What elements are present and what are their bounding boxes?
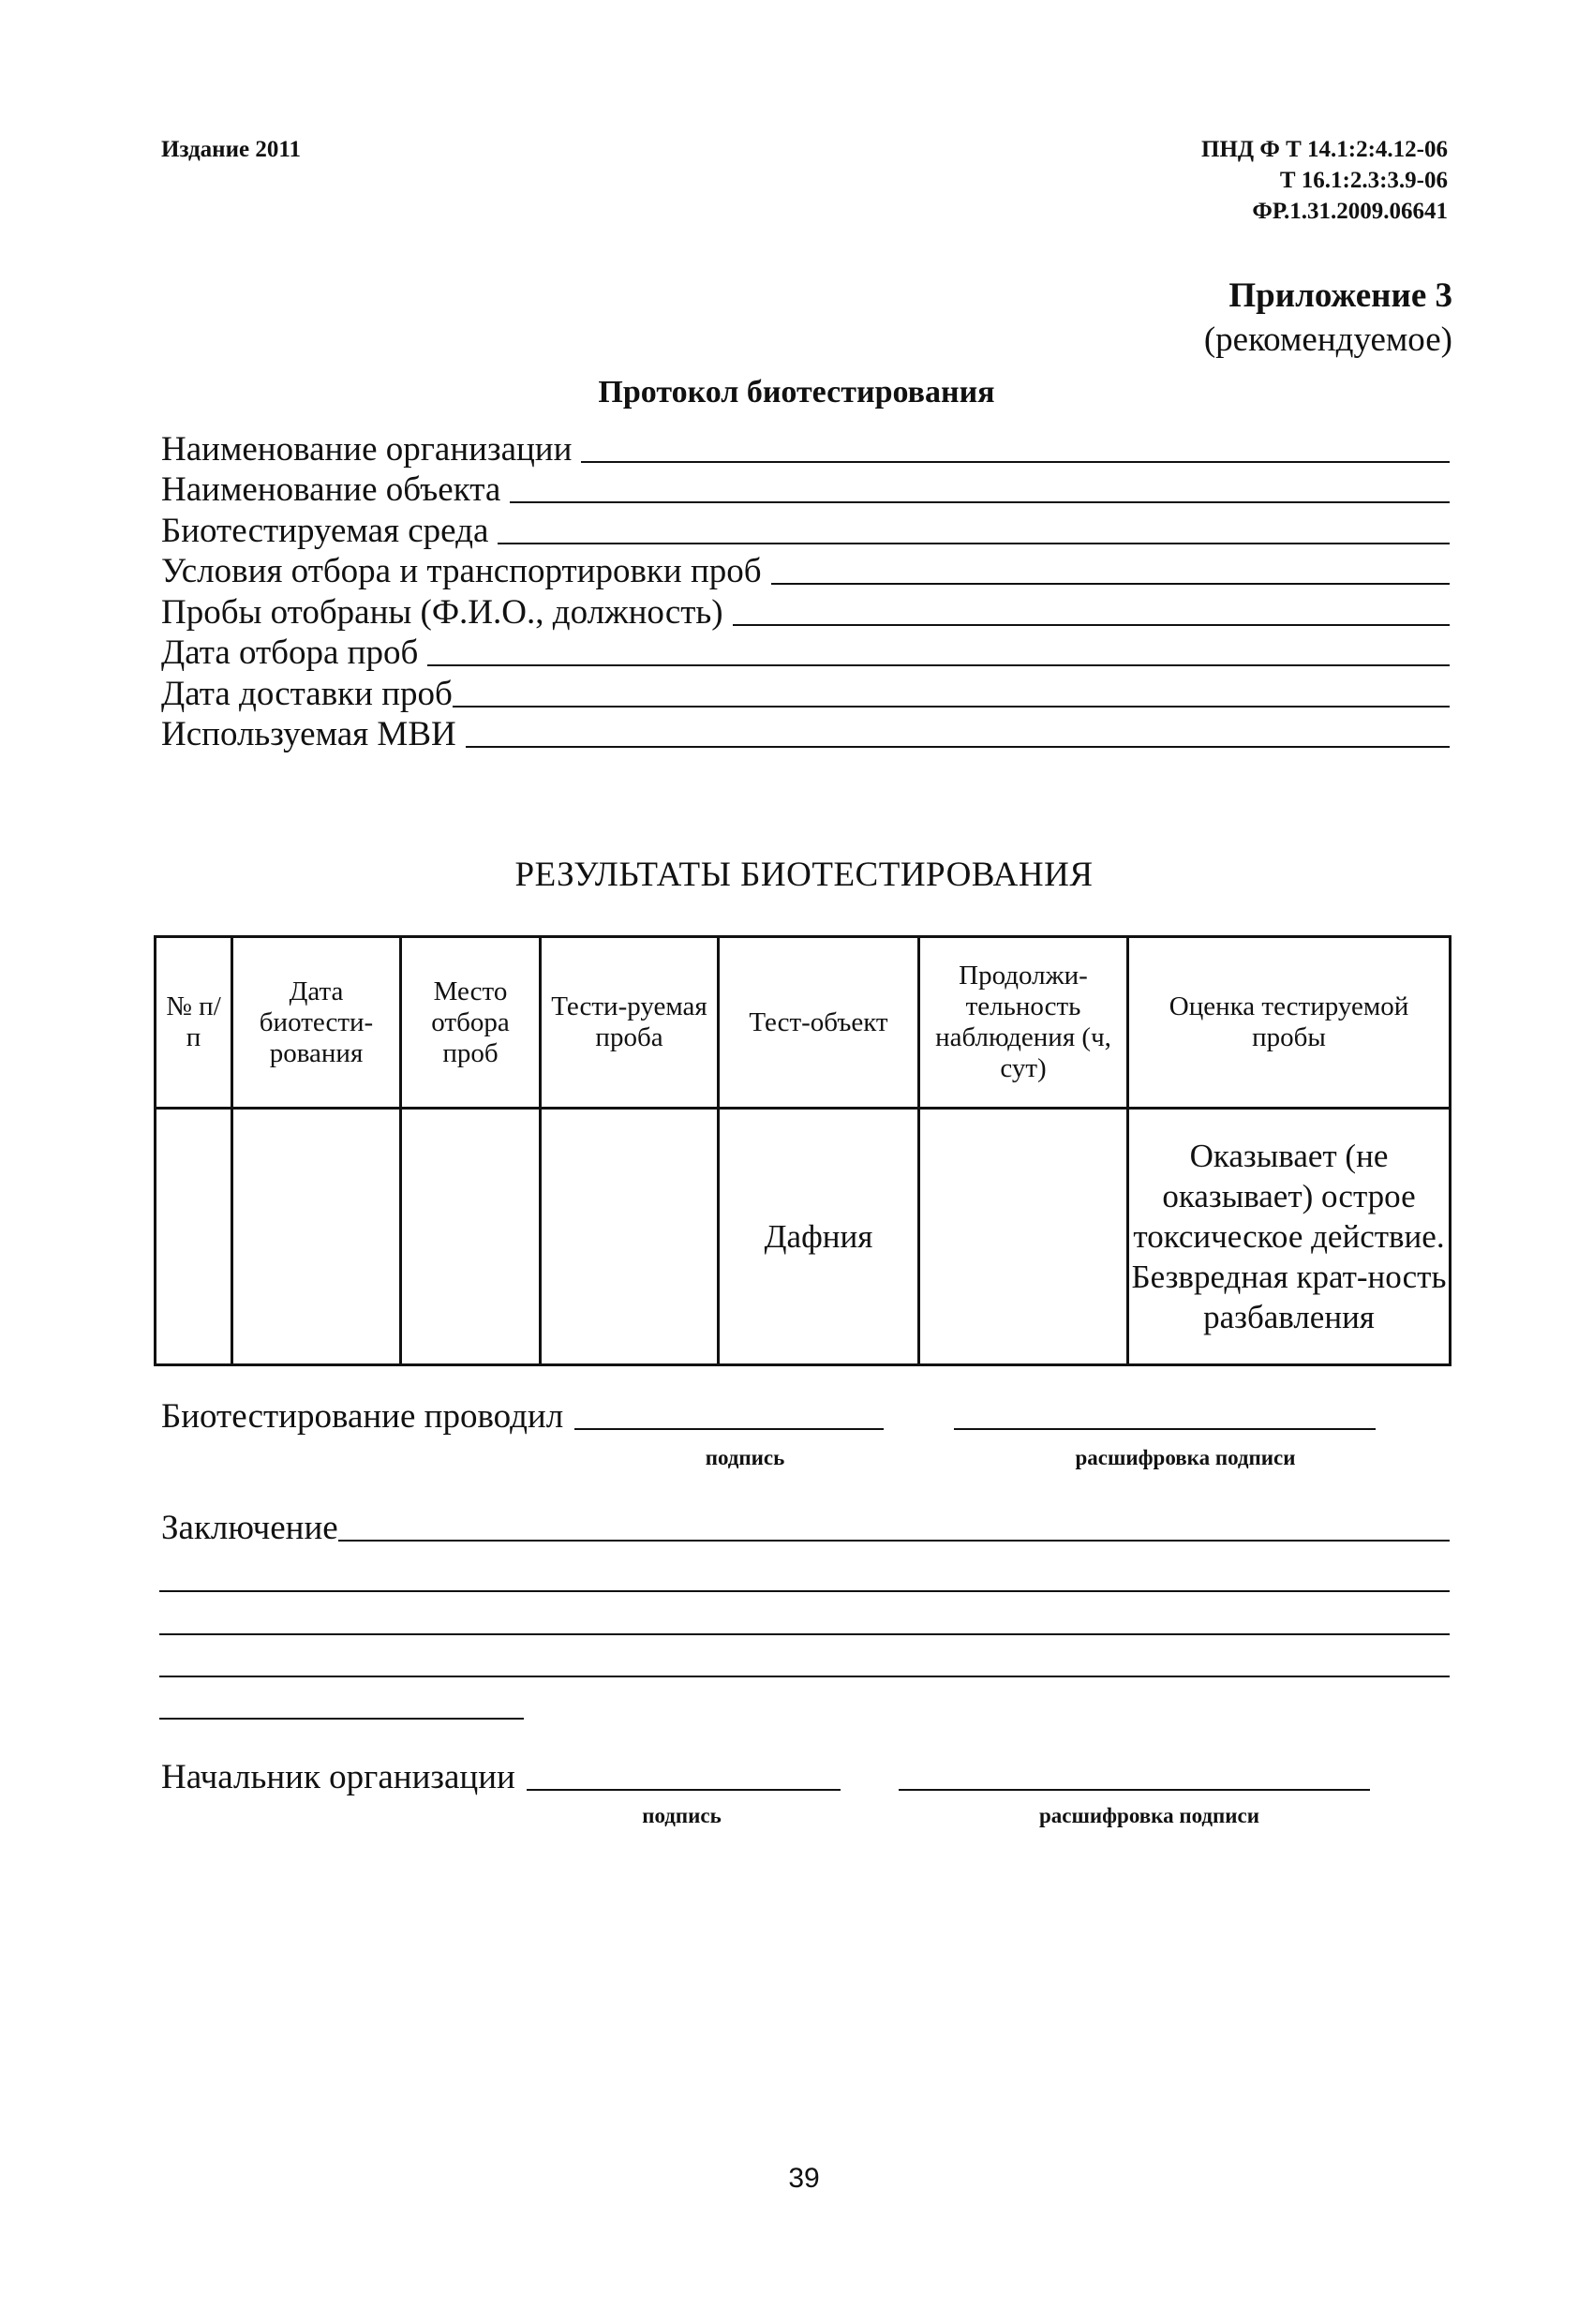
- field-blank-line[interactable]: [466, 718, 1450, 748]
- head-signature-label: Начальник организации: [161, 1758, 515, 1796]
- conclusion-line[interactable]: [159, 1676, 1450, 1677]
- biotest-signature-row: [161, 1396, 1376, 1437]
- field-sampling-date: [161, 633, 1450, 674]
- column-header: Место отбора проб: [401, 937, 541, 1109]
- field-blank-line[interactable]: [771, 555, 1450, 585]
- document-code: Т 16.1:2.3:3.9-06: [1279, 168, 1448, 193]
- field-sampling-conditions: [161, 551, 1450, 592]
- test-object-cell: Дафния: [719, 1109, 919, 1365]
- column-header: Тести-руемая проба: [541, 937, 719, 1109]
- protocol-fields: [161, 428, 1450, 754]
- table-row: [156, 1109, 1451, 1365]
- field-sampled-by: [161, 591, 1450, 633]
- column-header: Продолжи-тельность наблюдения (ч, сут): [919, 937, 1128, 1109]
- field-blank-line[interactable]: [510, 473, 1450, 503]
- field-blank-line[interactable]: [581, 433, 1450, 463]
- field-blank-line[interactable]: [733, 596, 1450, 626]
- column-header: Оценка тестируемой пробы: [1128, 937, 1451, 1109]
- field-label: Наименование объекта: [161, 470, 501, 509]
- conclusion-line[interactable]: [159, 1590, 1450, 1592]
- field-label: Используемая МВИ: [161, 715, 456, 753]
- page-number: 39: [788, 2163, 820, 2194]
- field-organization: [161, 428, 1450, 469]
- table-header-row: [156, 937, 1451, 1109]
- table-cell[interactable]: [156, 1109, 232, 1365]
- field-label: Наименование организации: [161, 429, 573, 469]
- table-cell[interactable]: [401, 1109, 541, 1365]
- table-cell[interactable]: [919, 1109, 1128, 1365]
- column-header: № п/п: [156, 937, 232, 1109]
- field-label: Дата доставки проб: [161, 674, 453, 713]
- name-line[interactable]: [899, 1761, 1370, 1791]
- field-label: Биотестируемая среда: [161, 511, 489, 550]
- appendix-block: [1031, 274, 1452, 362]
- field-medium: [161, 510, 1450, 551]
- field-method: [161, 714, 1450, 755]
- table-cell[interactable]: [541, 1109, 719, 1365]
- results-title: РЕЗУЛЬТАТЫ БИОТЕСТИРОВАНИЯ: [514, 856, 1094, 894]
- results-table: [154, 935, 1452, 1366]
- field-delivery-date: [161, 673, 1450, 714]
- signature-line[interactable]: [527, 1761, 841, 1791]
- biotest-signature-label: Биотестирование проводил: [161, 1397, 564, 1436]
- field-blank-line[interactable]: [453, 678, 1450, 708]
- conclusion-row: [161, 1508, 1450, 1548]
- head-signature-row: [161, 1757, 1370, 1797]
- conclusion-line[interactable]: [159, 1633, 1450, 1635]
- field-blank-line[interactable]: [427, 636, 1450, 666]
- field-label: Пробы отобраны (Ф.И.О., должность): [161, 592, 723, 632]
- table-cell[interactable]: [232, 1109, 401, 1365]
- signature-caption: подпись: [705, 1446, 785, 1469]
- conclusion-line[interactable]: [159, 1718, 524, 1720]
- name-caption: расшифровка подписи: [1038, 1804, 1260, 1827]
- signature-line[interactable]: [574, 1400, 884, 1430]
- document-code: ПНД Ф Т 14.1:2:4.12-06: [1201, 137, 1448, 162]
- field-label: Дата отбора проб: [161, 633, 419, 672]
- column-header: Тест-объект: [719, 937, 919, 1109]
- field-label: Условия отбора и транспортировки проб: [161, 552, 762, 590]
- document-code: ФР.1.31.2009.06641: [1252, 199, 1448, 224]
- document-codes: [1031, 134, 1448, 227]
- document-title: Протокол биотестирования: [598, 375, 995, 410]
- name-line[interactable]: [954, 1400, 1376, 1430]
- column-header: Дата биотести-рования: [232, 937, 401, 1109]
- appendix-note: (рекомендуемое): [1203, 320, 1452, 359]
- name-caption: расшифровка подписи: [1075, 1446, 1296, 1469]
- signature-caption: подпись: [642, 1804, 722, 1827]
- edition-label: Издание 2011: [161, 137, 301, 162]
- conclusion-label: Заключение: [161, 1509, 338, 1547]
- conclusion-line[interactable]: [338, 1512, 1450, 1542]
- field-blank-line[interactable]: [498, 514, 1450, 544]
- field-object: [161, 469, 1450, 511]
- appendix-title: Приложение 3: [1228, 276, 1452, 315]
- assessment-cell: Оказывает (не оказывает) острое токсическое действие. Безвредная крат-ность разбавления: [1128, 1109, 1451, 1365]
